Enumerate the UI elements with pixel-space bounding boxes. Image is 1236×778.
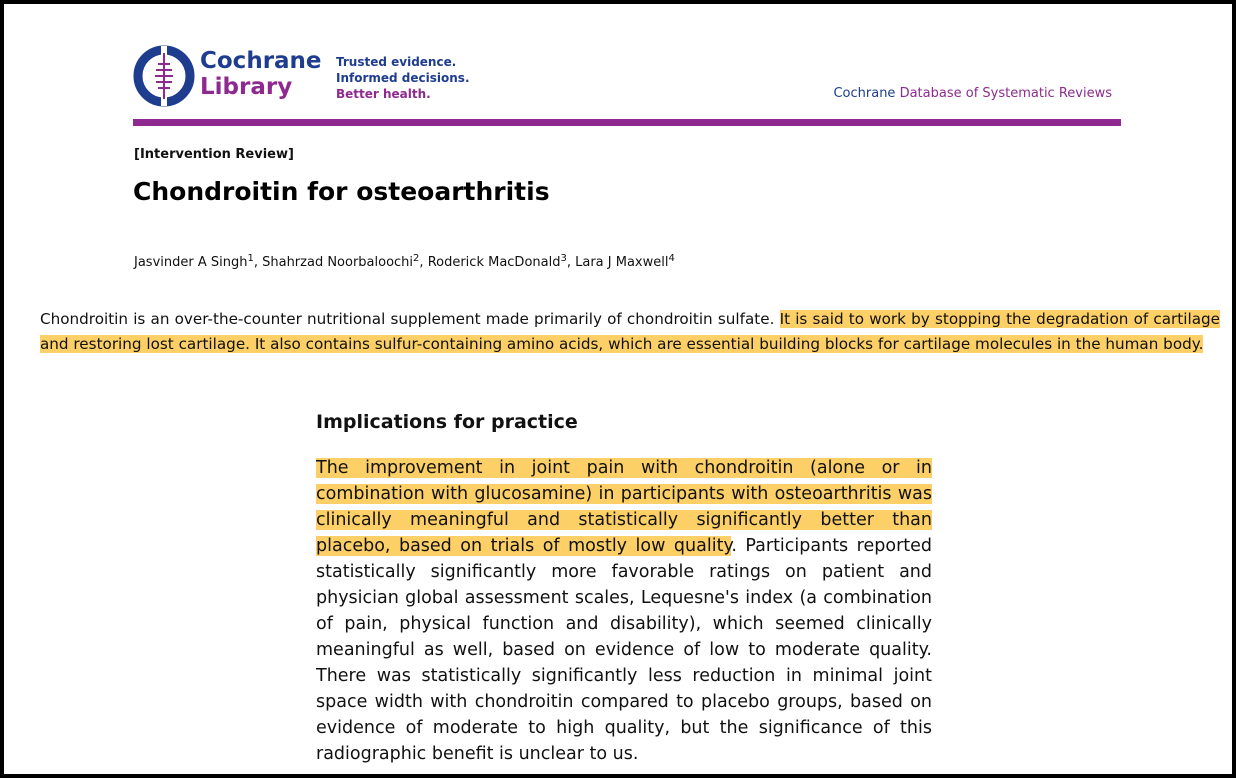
author-name: Lara J Maxwell (575, 255, 669, 270)
author-affiliation: 2 (413, 253, 420, 264)
brand-line-2: Library (200, 74, 293, 100)
review-type: [Intervention Review] (134, 147, 294, 162)
author-name: Shahrzad Noorbaloochi (262, 255, 414, 270)
author-list: Jasvinder A Singh$^1$, Shahrzad Noorbaloochi$^2$, Roderick MacDonald$^3$, Lara J Maxwell$^4$ (134, 253, 675, 270)
intro-highlight: It is said to work by stopping the degradation of cartilage and restoring lost cartilage. It also contains sulfur-containing amino acids, which are essential building blocks for cartilage molecules in the human body. (40, 310, 1220, 353)
database-label-prefix: Cochrane (833, 86, 896, 101)
brand-line-1: Cochrane (200, 48, 322, 74)
database-label-name: Database of Systematic Reviews (899, 86, 1112, 101)
implications-highlight: The improvement in joint pain with chondroitin (alone or in combination with glucosamine) in participants with osteoarthritis was clinically meaningful and statistically significantly better than placebo, based on trials of mostly low quality (316, 458, 932, 556)
tagline-line-3: Better health. (336, 87, 431, 101)
author-name: Jasvinder A Singh (134, 255, 248, 270)
author-name: Roderick MacDonald (427, 255, 561, 270)
brand-name (200, 48, 322, 100)
intro-paragraph (40, 307, 1220, 357)
article-title: Chondroitin for osteoarthritis (133, 177, 550, 206)
implications-paragraph (316, 455, 932, 767)
database-label (833, 86, 1112, 101)
tagline (336, 54, 470, 102)
author-affiliation: 1 (247, 253, 254, 264)
header-divider (133, 119, 1121, 126)
intro-text: Chondroitin is an over-the-counter nutritional supplement made primarily of chondroitin sulfate. (40, 310, 780, 328)
tagline-line-1: Trusted evidence. (336, 55, 457, 69)
tagline-line-2: Informed decisions. (336, 71, 470, 85)
implications-text: . Participants reported statistically significantly more favorable ratings on patient and physician global assessment scales, Lequesne's index (a combination of pain, physical function and disability), which seemed clinically meaningful as well, based on evidence of low to moderate quality. There was statistically significantly less reduction in minimal joint space width with chondroitin compared to placebo groups, based on evidence of moderate to high quality, but the significance of this radiographic benefit is unclear to us. (316, 536, 933, 764)
author-affiliation: 3 (560, 253, 567, 264)
author-affiliation: 4 (668, 253, 675, 264)
section-heading-implications: Implications for practice (316, 411, 578, 433)
cochrane-logo-icon (132, 44, 196, 108)
